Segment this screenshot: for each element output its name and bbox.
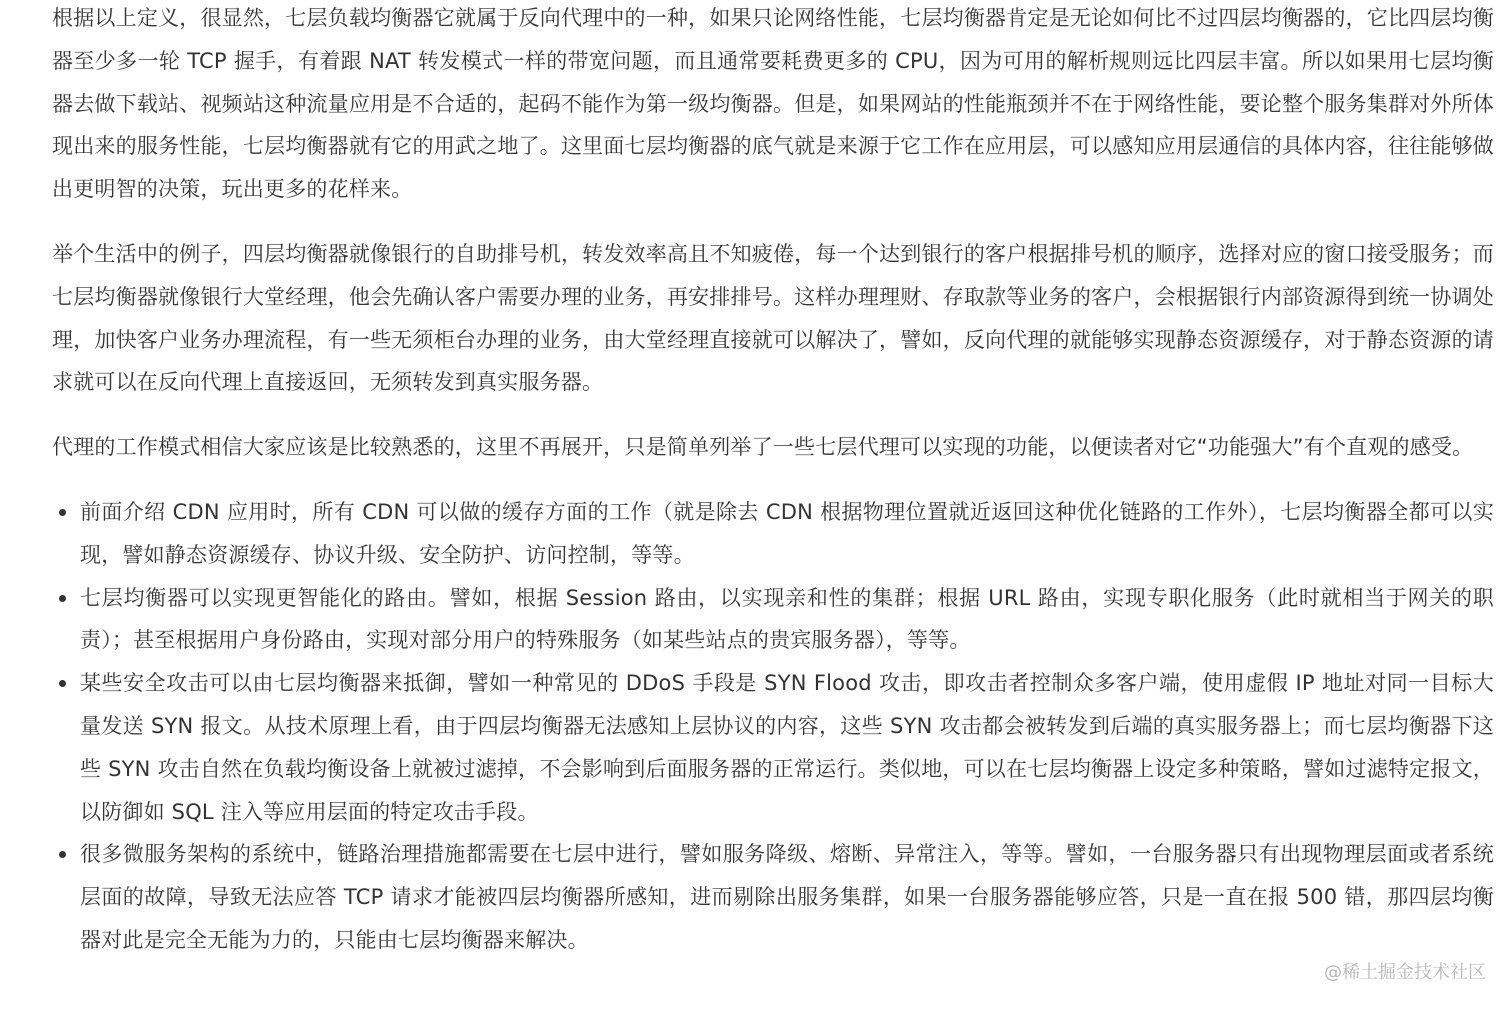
list-item-text: 很多微服务架构的系统中，链路治理措施都需要在七层中进行，譬如服务降级、熔断、异常注入，等等。譬如，一台服务器只有出现物理层面或者系统层面的故障，导致无法应答 TCP 请求才能被四层均衡器所感知，进而剔除出服务集群，如果一台服务器能够应答，只是一直在报 500 错，那四层均衡器对此是完全无能为力的，只能由七层均衡器来解决。 [80,842,1494,952]
paragraph-proxy-intro: 代理的工作模式相信大家应该是比较熟悉的，这里不再展开，只是简单列举了一些七层代理可以实现的功能，以便读者对它“功能强大”有个直观的感受。 [52,435,1474,460]
list-item [52,833,1494,961]
list-item [52,577,1494,663]
bullet-dot-icon [59,851,66,858]
list-item-text: 某些安全攻击可以由七层均衡器来抵御，譬如一种常见的 DDoS 手段是 SYN Flood 攻击，即攻击者控制众多客户端，使用虚假 IP 地址对同一目标大量发送 SYN 报文。从技术原理上看，由于四层均衡器无法感知上层协议的内容，这些 SYN 攻击都会被转发到后端的真实服务器上；而七层均衡器下这些 SYN 攻击自然在负载均衡设备上就被过滤掉，不会影响到后面服务器的正常运行。类似地，可以在七层均衡器上设定多种策略，譬如过滤特定报文，以防御如 SQL 注入等应用层面的特定攻击手段。 [80,671,1494,824]
article-body [52,0,1494,962]
list-item [52,491,1494,577]
list-item-text: 前面介绍 CDN 应用时，所有 CDN 可以做的缓存方面的工作（就是除去 CDN 根据物理位置就近返回这种优化链路的工作外），七层均衡器全都可以实现，譬如静态资源缓存、协议升级、安全防护、访问控制，等等。 [80,499,1494,567]
bullet-dot-icon [59,680,66,687]
bullet-dot-icon [59,595,66,602]
list-item [52,662,1494,833]
bullet-dot-icon [59,509,66,516]
paragraph-layer7-definition: 根据以上定义，很显然，七层负载均衡器它就属于反向代理中的一种，如果只论网络性能，七层均衡器肯定是无论如何比不过四层均衡器的，它比四层均衡器至少多一轮 TCP 握手，有着跟 NAT 转发模式一样的带宽问题，而且通常要耗费更多的 CPU，因为可用的解析规则远比四层丰富。所以如果用七层均衡器去做下载站、视频站这种流量应用是不合适的，起码不能作为第一级均衡器。但是，如果网站的性能瓶颈并不在于网络性能，要论整个服务集群对外所体现出来的服务性能，七层均衡器就有它的用武之地了。这里面七层均衡器的底气就是来源于它工作在应用层，可以感知应用层通信的具体内容，往往能够做出更明智的决策，玩出更多的花样来。 [52,6,1494,202]
watermark: @稀土掘金技术社区 [1324,962,1486,983]
paragraph-bank-example: 举个生活中的例子，四层均衡器就像银行的自助排号机，转发效率高且不知疲倦，每一个达到银行的客户根据排号机的顺序，选择对应的窗口接受服务；而七层均衡器就像银行大堂经理，他会先确认客户需要办理的业务，再安排排号。这样办理理财、存取款等业务的客户，会根据银行内部资源得到统一协调处理，加快客户业务办理流程，有一些无须柜台办理的业务，由大堂经理直接就可以解决了，譬如，反向代理的就能够实现静态资源缓存，对于静态资源的请求就可以在反向代理上直接返回，无须转发到真实服务器。 [52,241,1494,395]
list-item-text: 七层均衡器可以实现更智能化的路由。譬如，根据 Session 路由，以实现亲和性的集群；根据 URL 路由，实现专职化服务（此时就相当于网关的职责）；甚至根据用户身份路由，实现对部分用户的特殊服务（如某些站点的贵宾服务器），等等。 [80,585,1494,653]
feature-list [52,491,1494,962]
